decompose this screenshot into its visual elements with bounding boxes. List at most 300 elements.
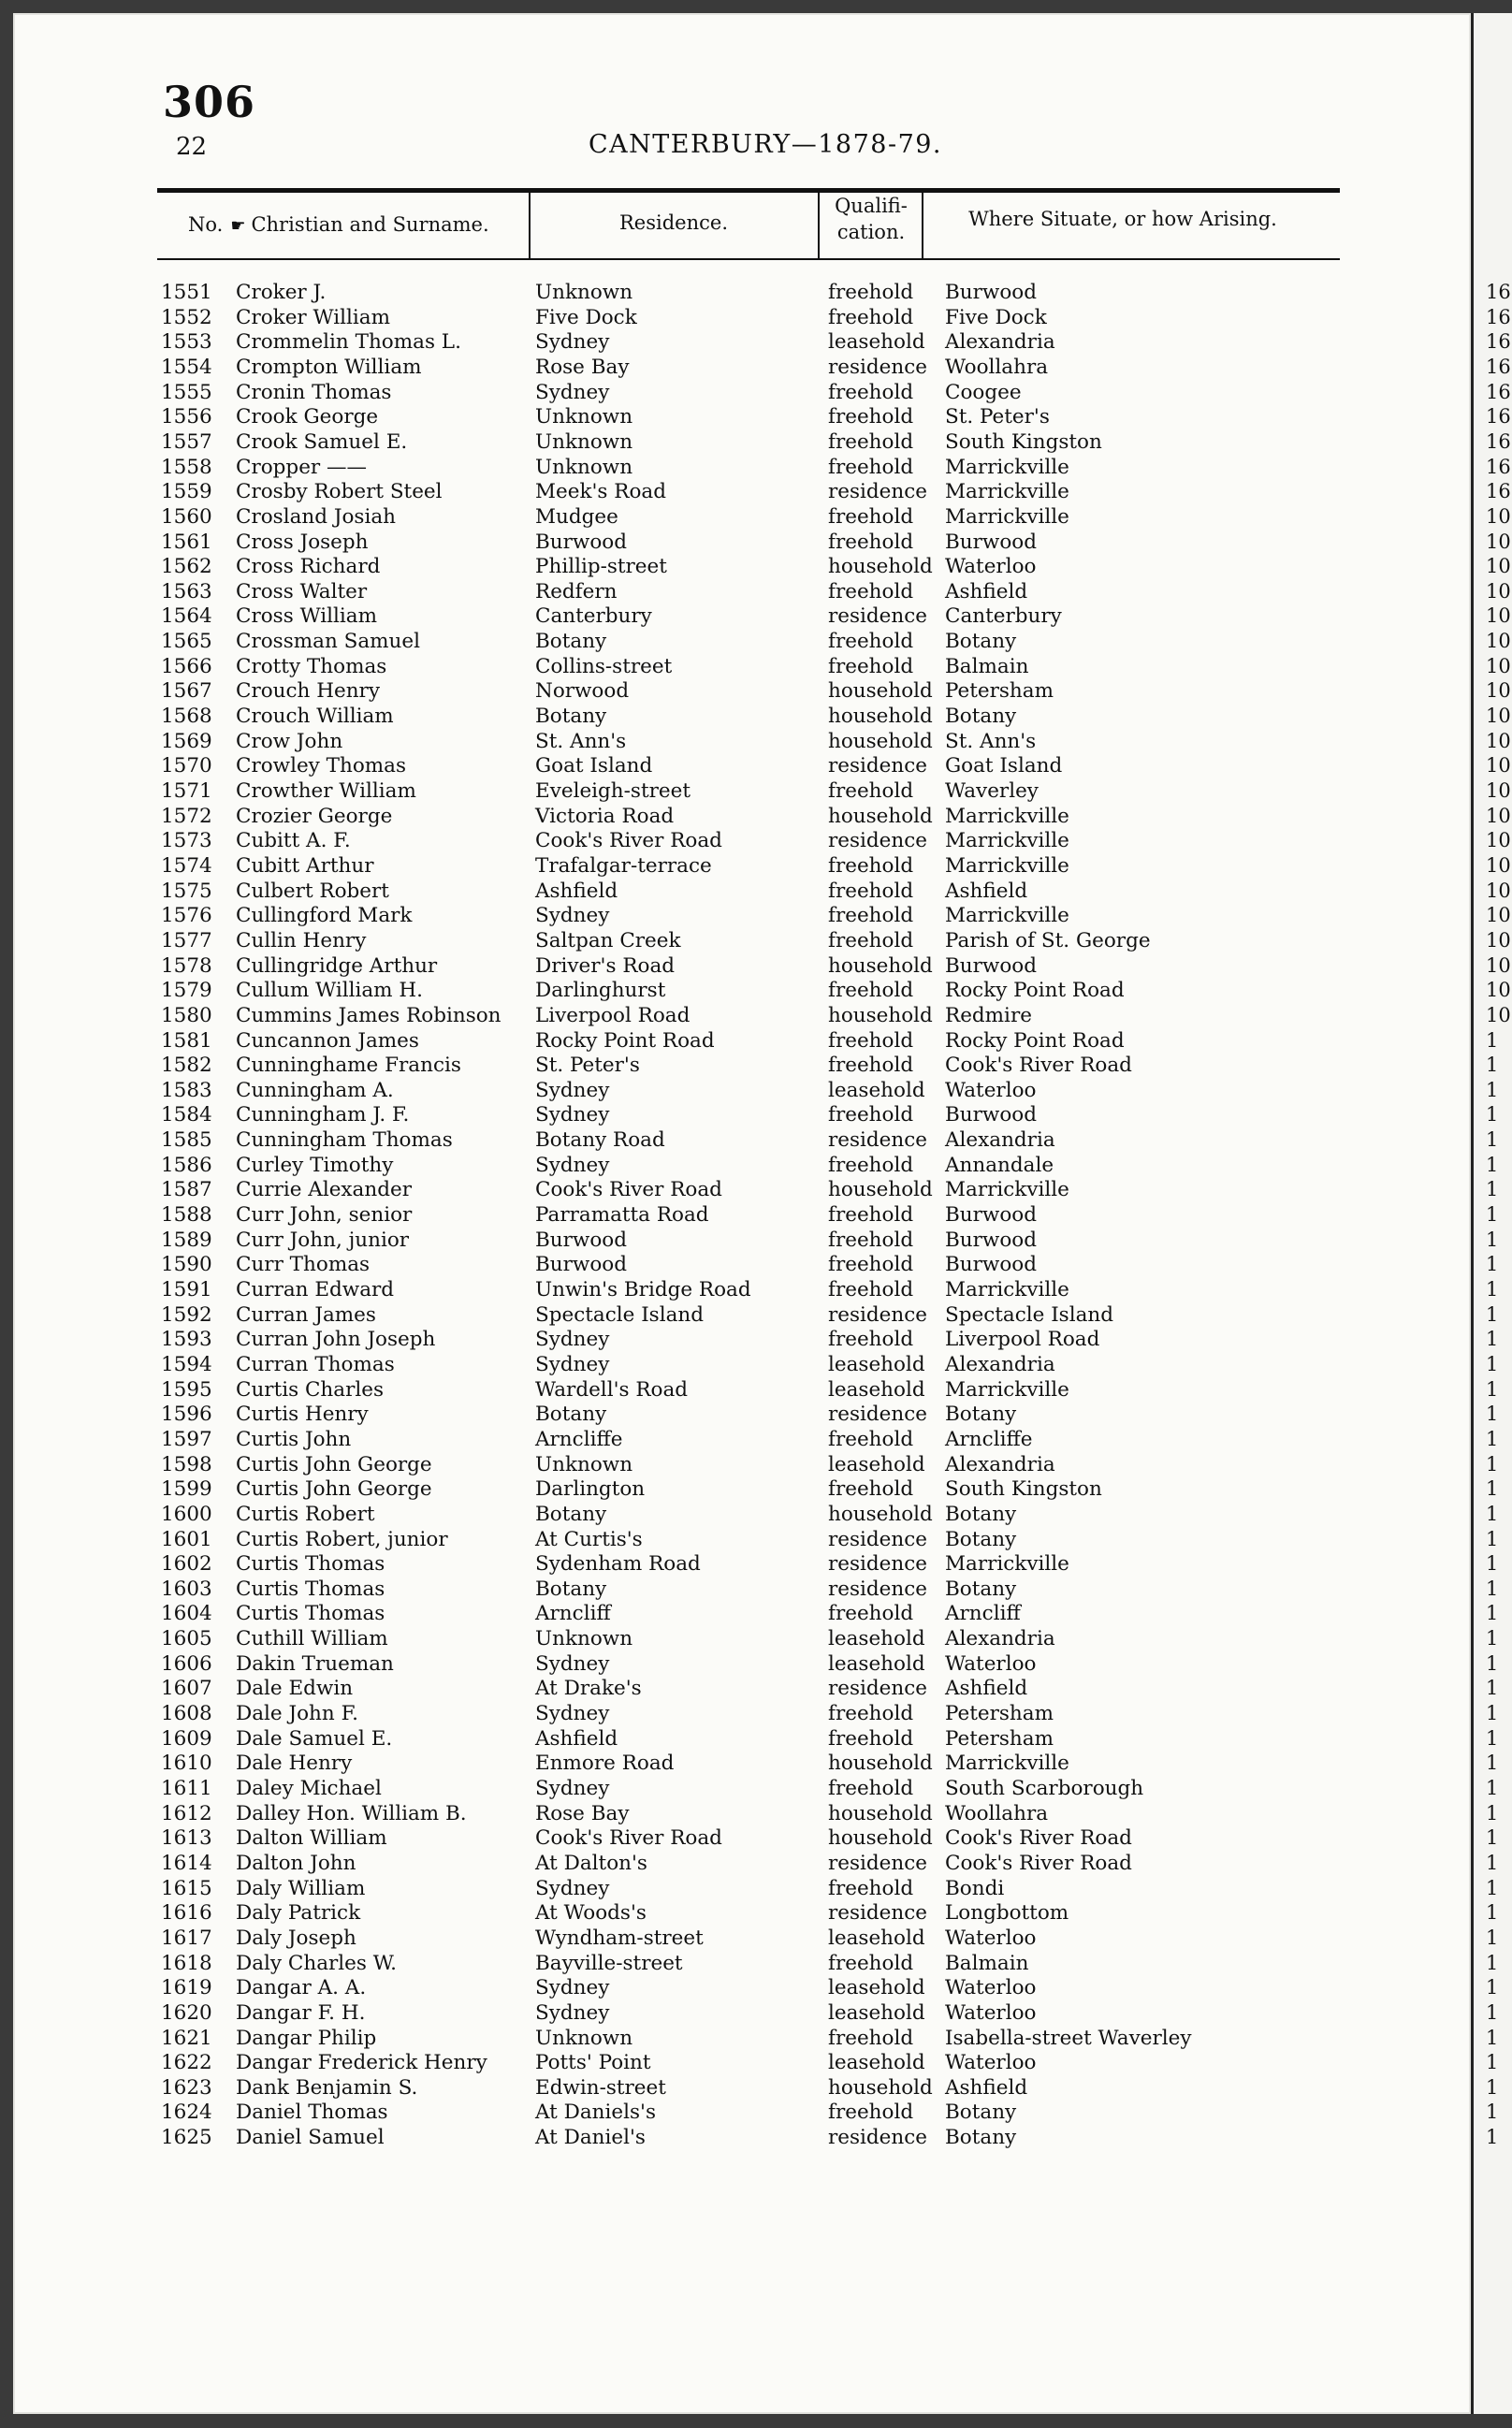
table-row: [0, 1154, 1512, 1178]
entry-number: 1617: [161, 1926, 212, 1950]
entry-qualification: residence: [828, 2126, 928, 2150]
adjacent-page-digit: 10: [1486, 630, 1511, 653]
entry-number: 1564: [161, 604, 212, 629]
entry-qualification: freehold: [828, 530, 914, 554]
entry-name: Cullum William H.: [236, 979, 423, 1003]
entry-qualification: leasehold: [828, 1976, 925, 2000]
entry-qualification: freehold: [828, 904, 914, 928]
entry-number: 1587: [161, 1178, 212, 1202]
entry-name: Daly William: [236, 1876, 366, 1900]
table-row: [0, 705, 1512, 729]
entry-residence: Burwood: [535, 1253, 627, 1277]
entry-name: Curtis John George: [236, 1452, 432, 1476]
adjacent-page-digit: 1: [1486, 1203, 1499, 1227]
entry-where: Rocky Point Road: [945, 979, 1125, 1003]
table-row: [0, 356, 1512, 380]
entry-where: Waterloo: [945, 1976, 1037, 2000]
entry-qualification: leasehold: [828, 1352, 925, 1376]
entry-where: St. Ann's: [945, 729, 1037, 753]
entry-qualification: freehold: [828, 305, 914, 329]
adjacent-page-digit: 1: [1486, 1502, 1499, 1525]
entry-name: Crozier George: [236, 804, 393, 828]
entry-residence: Cook's River Road: [535, 1178, 722, 1202]
entry-number: 1588: [161, 1203, 212, 1228]
entry-where: Botany: [945, 1403, 1017, 1427]
entry-name: Cross William: [236, 604, 378, 629]
entry-name: Crommelin Thomas L.: [236, 330, 461, 355]
entry-number: 1577: [161, 928, 212, 952]
entry-where: Isabella-street Waverley: [945, 2026, 1192, 2050]
entry-where: Marrickville: [945, 1278, 1069, 1301]
entry-qualification: residence: [828, 604, 928, 629]
entry-number: 1586: [161, 1153, 212, 1177]
entry-residence: Sydney: [535, 1153, 610, 1177]
entry-residence: Sydney: [535, 380, 610, 404]
entry-number: 1623: [161, 2075, 212, 2100]
table-row: [0, 1353, 1512, 1377]
adjacent-page-digit: 16: [1486, 305, 1511, 328]
entry-where: Balmain: [945, 1951, 1029, 1975]
entry-where: Marrickville: [945, 1752, 1069, 1776]
entry-name: Cummins James Robinson: [236, 1003, 502, 1027]
entry-residence: Unknown: [535, 2026, 633, 2050]
entry-residence: Botany: [535, 705, 607, 729]
qualification-line-1: Qualifi-: [835, 195, 908, 217]
table-row: [0, 1178, 1512, 1202]
entry-number: 1605: [161, 1627, 212, 1651]
table-row: [0, 1976, 1512, 2000]
entry-number: 1584: [161, 1103, 212, 1127]
entry-number: 1622: [161, 2051, 212, 2075]
entry-residence: Sydney: [535, 1876, 610, 1900]
entry-qualification: residence: [828, 355, 928, 379]
adjacent-page-digit: 1: [1486, 1851, 1499, 1874]
entry-residence: Norwood: [535, 679, 630, 704]
entry-qualification: freehold: [828, 429, 914, 454]
entry-number: 1620: [161, 2000, 212, 2025]
entry-residence: Sydney: [535, 1078, 610, 1102]
entry-name: Crow John: [236, 729, 343, 753]
entry-qualification: household: [828, 705, 933, 729]
entry-qualification: household: [828, 804, 933, 828]
entry-number: 1592: [161, 1302, 212, 1327]
adjacent-page-digit: 1: [1486, 1702, 1499, 1725]
entry-qualification: residence: [828, 1677, 928, 1701]
table-row: [0, 1952, 1512, 1976]
entry-residence: At Daniels's: [535, 2101, 656, 2125]
adjacent-page-digit: 10: [1486, 979, 1511, 1002]
entry-qualification: freehold: [828, 405, 914, 429]
adjacent-page-digit: 1: [1486, 1651, 1499, 1675]
entry-where: Longbottom: [945, 1901, 1069, 1926]
entry-number: 1580: [161, 1003, 212, 1027]
table-row: [0, 1403, 1512, 1427]
entry-residence: Eveleigh-street: [535, 779, 691, 803]
adjacent-page-digit: 10: [1486, 853, 1511, 877]
entry-number: 1613: [161, 1826, 212, 1851]
entry-qualification: freehold: [828, 2026, 914, 2050]
table-row: [0, 1652, 1512, 1677]
entry-where: Coogee: [945, 380, 1022, 404]
table-row: [0, 1428, 1512, 1452]
table-row: [0, 1004, 1512, 1028]
entry-residence: Cook's River Road: [535, 829, 722, 853]
adjacent-page-digit: 1: [1486, 2026, 1499, 2049]
adjacent-page-digit: 1: [1486, 1627, 1499, 1650]
entry-residence: Driver's Road: [535, 953, 676, 978]
table-row: [0, 1054, 1512, 1078]
entry-residence: Botany: [535, 1502, 607, 1526]
table-row: [0, 1602, 1512, 1626]
entry-residence: Burwood: [535, 530, 627, 554]
entry-qualification: household: [828, 1178, 933, 1202]
entry-number: 1595: [161, 1377, 212, 1402]
adjacent-page-digit: 16: [1486, 429, 1511, 453]
entry-number: 1552: [161, 305, 212, 329]
entry-where: Canterbury: [945, 604, 1062, 629]
table-row: [0, 1503, 1512, 1527]
table-row: [0, 480, 1512, 504]
entry-number: 1571: [161, 779, 212, 803]
entry-qualification: freehold: [828, 1951, 914, 1975]
entry-number: 1583: [161, 1078, 212, 1102]
entry-number: 1618: [161, 1951, 212, 1975]
entry-number: 1569: [161, 729, 212, 753]
table-row: [0, 1029, 1512, 1054]
entry-name: Dakin Trueman: [236, 1651, 394, 1676]
entry-name: Crook Samuel E.: [236, 429, 408, 454]
entry-residence: Five Dock: [535, 305, 637, 329]
adjacent-page-digit: 1: [1486, 1577, 1499, 1600]
entry-name: Daly Patrick: [236, 1901, 361, 1926]
table-row: [0, 1528, 1512, 1552]
entry-qualification: freehold: [828, 1427, 914, 1451]
entry-residence: Enmore Road: [535, 1752, 675, 1776]
entry-name: Crompton William: [236, 355, 422, 379]
entry-number: 1560: [161, 504, 212, 529]
entry-number: 1558: [161, 455, 212, 479]
entry-name: Cuthill William: [236, 1627, 388, 1651]
entry-where: Marrickville: [945, 1552, 1069, 1577]
table-row: [0, 1477, 1512, 1502]
entry-qualification: residence: [828, 1403, 928, 1427]
table-row: [0, 880, 1512, 904]
entry-name: Dalley Hon. William B.: [236, 1801, 467, 1825]
entry-residence: Trafalgar-terrace: [535, 853, 712, 878]
entry-residence: Unknown: [535, 1452, 633, 1476]
table-row: [0, 1328, 1512, 1352]
table-row: [0, 679, 1512, 704]
entry-qualification: leasehold: [828, 1452, 925, 1476]
table-row: [0, 1926, 1512, 1951]
entry-residence: Unknown: [535, 281, 633, 304]
entry-where: Annandale: [945, 1153, 1054, 1177]
entry-name: Dalton John: [236, 1851, 356, 1875]
table-row: [0, 1453, 1512, 1477]
entry-name: Curtis Thomas: [236, 1552, 385, 1577]
entry-number: 1610: [161, 1752, 212, 1776]
entry-qualification: household: [828, 1003, 933, 1027]
adjacent-page-digit: 10: [1486, 804, 1511, 827]
entry-where: Cook's River Road: [945, 1054, 1132, 1078]
table-row: [0, 1702, 1512, 1726]
entry-qualification: freehold: [828, 630, 914, 654]
entry-qualification: household: [828, 1752, 933, 1776]
table-row: [0, 1901, 1512, 1926]
entry-residence: Unknown: [535, 429, 633, 454]
adjacent-page-digit: 10: [1486, 579, 1511, 603]
entry-name: Curr John, junior: [236, 1228, 410, 1252]
adjacent-page-digit: 10: [1486, 504, 1511, 528]
entry-number: 1567: [161, 679, 212, 704]
entry-qualification: residence: [828, 1552, 928, 1577]
table-row: [0, 655, 1512, 679]
entry-number: 1615: [161, 1876, 212, 1900]
entry-name: Dale Edwin: [236, 1677, 354, 1701]
entry-where: Alexandria: [945, 1452, 1055, 1476]
entry-number: 1572: [161, 804, 212, 828]
entry-residence: Sydney: [535, 2000, 610, 2025]
signature-mark: 22: [176, 133, 208, 161]
entry-residence: Darlinghurst: [535, 979, 666, 1003]
entry-number: 1625: [161, 2126, 212, 2150]
entry-number: 1596: [161, 1403, 212, 1427]
entry-name: Cullin Henry: [236, 928, 367, 952]
entry-name: Cuncannon James: [236, 1028, 419, 1053]
adjacent-page-digit: 1: [1486, 1352, 1499, 1375]
entry-number: 1591: [161, 1278, 212, 1301]
adjacent-page-digit: 16: [1486, 330, 1511, 354]
entry-where: St. Peter's: [945, 405, 1050, 429]
table-row: [0, 630, 1512, 654]
entry-qualification: household: [828, 555, 933, 579]
entry-residence: Sydney: [535, 1976, 610, 2000]
entry-name: Cullingford Mark: [236, 904, 413, 928]
entry-where: Ashfield: [945, 879, 1028, 903]
entry-name: Curtis Charles: [236, 1377, 384, 1402]
entry-where: Parish of St. George: [945, 928, 1151, 952]
entry-qualification: freehold: [828, 281, 914, 304]
adjacent-page-digit: 1: [1486, 1477, 1499, 1501]
entry-qualification: residence: [828, 480, 928, 504]
entry-name: Daley Michael: [236, 1777, 382, 1800]
entry-qualification: freehold: [828, 1777, 914, 1800]
adjacent-page-digit: 10: [1486, 953, 1511, 977]
entry-name: Crosby Robert Steel: [236, 480, 443, 504]
entry-name: Crouch William: [236, 705, 394, 729]
adjacent-page-digit: 1: [1486, 1552, 1499, 1576]
entry-name: Daniel Samuel: [236, 2126, 385, 2150]
table-row: [0, 1229, 1512, 1253]
entry-residence: Meek's Road: [535, 480, 666, 504]
entry-qualification: household: [828, 679, 933, 704]
table-row: [0, 2101, 1512, 2125]
entry-where: Marrickville: [945, 455, 1069, 479]
table-row: [0, 580, 1512, 604]
entry-number: 1561: [161, 530, 212, 554]
entry-qualification: household: [828, 1826, 933, 1851]
adjacent-page-digit: 16: [1486, 380, 1511, 403]
entry-qualification: leasehold: [828, 2051, 925, 2075]
entry-where: Marrickville: [945, 853, 1069, 878]
table-row: [0, 430, 1512, 455]
entry-name: Cubitt Arthur: [236, 853, 374, 878]
entry-number: 1599: [161, 1477, 212, 1502]
table-row: [0, 1877, 1512, 1901]
entry-where: Marrickville: [945, 904, 1069, 928]
adjacent-page-digit: 10: [1486, 928, 1511, 952]
header-rule-top: [157, 188, 1340, 193]
column-header-no-label: No.: [188, 213, 224, 236]
entry-where: Waterloo: [945, 2000, 1037, 2025]
entry-qualification: freehold: [828, 504, 914, 529]
entry-name: Curtis Robert, junior: [236, 1527, 448, 1551]
entry-qualification: freehold: [828, 1103, 914, 1127]
adjacent-page-digit: 10: [1486, 604, 1511, 628]
entry-name: Croker William: [236, 305, 390, 329]
entry-number: 1565: [161, 630, 212, 654]
adjacent-page-digit: 10: [1486, 679, 1511, 703]
entry-where: Alexandria: [945, 330, 1055, 355]
adjacent-page-digit: 1: [1486, 1876, 1499, 1899]
entry-name: Cunningham J. F.: [236, 1103, 410, 1127]
entry-number: 1555: [161, 380, 212, 404]
table-row: [0, 929, 1512, 953]
entry-qualification: freehold: [828, 1028, 914, 1053]
entry-qualification: freehold: [828, 1477, 914, 1502]
entry-residence: Sydney: [535, 1328, 610, 1352]
entry-name: Curtis Thomas: [236, 1577, 385, 1601]
table-row: [0, 1552, 1512, 1577]
table-row: [0, 779, 1512, 804]
table-row: [0, 2126, 1512, 2150]
adjacent-page-digit: 1: [1486, 1028, 1499, 1052]
column-divider: [922, 193, 923, 258]
entry-name: Daly Charles W.: [236, 1951, 397, 1975]
entry-residence: Unwin's Bridge Road: [535, 1278, 751, 1301]
adjacent-page-digit: 10: [1486, 904, 1511, 927]
entry-where: Marrickville: [945, 804, 1069, 828]
entry-qualification: freehold: [828, 1602, 914, 1626]
entry-number: 1576: [161, 904, 212, 928]
column-header-name: [157, 211, 522, 240]
entry-where: Redmire: [945, 1003, 1032, 1027]
entry-residence: Wyndham-street: [535, 1926, 704, 1950]
entry-where: Waverley: [945, 779, 1039, 803]
table-row: [0, 754, 1512, 778]
adjacent-page-digit: 10: [1486, 530, 1511, 553]
entry-where: Botany: [945, 1502, 1017, 1526]
table-row: [0, 829, 1512, 853]
entry-qualification: residence: [828, 829, 928, 853]
entry-where: Burwood: [945, 281, 1037, 304]
adjacent-page-digit: 1: [1486, 1302, 1499, 1326]
column-header-residence: Residence.: [619, 211, 728, 234]
table-row: [0, 2027, 1512, 2051]
adjacent-page-digit: 10: [1486, 654, 1511, 677]
entry-where: Woollahra: [945, 355, 1049, 379]
entry-number: 1612: [161, 1801, 212, 1825]
entry-qualification: freehold: [828, 1153, 914, 1177]
table-row: [0, 1278, 1512, 1302]
entry-name: Crotty Thomas: [236, 654, 387, 678]
adjacent-page-digit: 1: [1486, 1976, 1499, 1999]
entry-where: Botany: [945, 2101, 1017, 2125]
entry-number: 1602: [161, 1552, 212, 1577]
entry-name: Dale John F.: [236, 1702, 358, 1726]
table-row: [0, 2001, 1512, 2026]
adjacent-page-digit: 1: [1486, 1228, 1499, 1251]
entry-qualification: leasehold: [828, 2000, 925, 2025]
adjacent-page-digit: 1: [1486, 1602, 1499, 1625]
entry-name: Croker J.: [236, 281, 327, 304]
entry-number: 1579: [161, 979, 212, 1003]
entry-where: Cook's River Road: [945, 1826, 1132, 1851]
entry-residence: Unknown: [535, 405, 633, 429]
entry-residence: Ashfield: [535, 879, 618, 903]
entry-residence: Botany: [535, 630, 607, 654]
adjacent-page-digit: 1: [1486, 1901, 1499, 1925]
table-row: [0, 1627, 1512, 1651]
entry-where: Botany: [945, 705, 1017, 729]
entry-number: 1582: [161, 1054, 212, 1078]
table-row: [0, 1103, 1512, 1127]
entry-where: Marrickville: [945, 1178, 1069, 1202]
entry-residence: Spectacle Island: [535, 1302, 705, 1327]
adjacent-page-digit: 1: [1486, 1078, 1499, 1101]
entry-residence: Bayville-street: [535, 1951, 683, 1975]
table-row: [0, 954, 1512, 979]
entry-qualification: freehold: [828, 779, 914, 803]
adjacent-page-digit: 1: [1486, 1377, 1499, 1401]
entry-where: South Scarborough: [945, 1777, 1144, 1800]
adjacent-page-digit: 1: [1486, 1951, 1499, 1974]
entry-qualification: residence: [828, 1527, 928, 1551]
entry-qualification: household: [828, 953, 933, 978]
entry-number: 1616: [161, 1901, 212, 1926]
entry-number: 1566: [161, 654, 212, 678]
entry-residence: Unknown: [535, 1627, 633, 1651]
entry-number: 1568: [161, 705, 212, 729]
table-row: [0, 1752, 1512, 1776]
entry-name: Curtis John: [236, 1427, 352, 1451]
entry-residence: Collins-street: [535, 654, 673, 678]
entry-residence: Sydney: [535, 1103, 610, 1127]
adjacent-page-digit: 10: [1486, 729, 1511, 752]
entry-name: Curr John, senior: [236, 1203, 413, 1228]
adjacent-page-digit: 10: [1486, 1003, 1511, 1026]
adjacent-page-digit: 1: [1486, 1054, 1499, 1077]
table-row: [0, 531, 1512, 555]
table-row: [0, 1826, 1512, 1851]
table-row: [0, 330, 1512, 355]
entry-qualification: leasehold: [828, 1078, 925, 1102]
entry-qualification: freehold: [828, 1702, 914, 1726]
entry-name: Dalton William: [236, 1826, 387, 1851]
adjacent-page-digit: 1: [1486, 1103, 1499, 1127]
entry-number: 1563: [161, 579, 212, 603]
entry-number: 1601: [161, 1527, 212, 1551]
entry-number: 1609: [161, 1726, 212, 1751]
entry-number: 1553: [161, 330, 212, 355]
entry-residence: Victoria Road: [535, 804, 675, 828]
table-row: [0, 306, 1512, 330]
entry-where: Cook's River Road: [945, 1851, 1132, 1875]
entry-residence: Sydney: [535, 1352, 610, 1376]
entry-number: 1593: [161, 1328, 212, 1352]
entry-residence: Darlington: [535, 1477, 646, 1502]
entry-residence: Saltpan Creek: [535, 928, 681, 952]
